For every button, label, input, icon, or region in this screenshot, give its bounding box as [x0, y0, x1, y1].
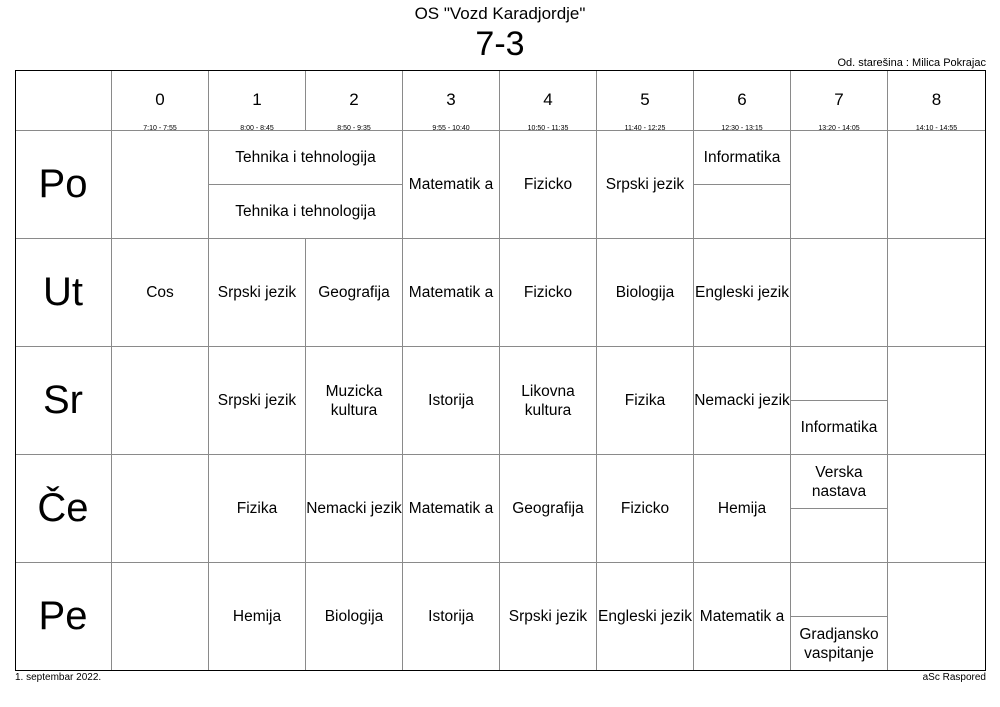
empty-cell [888, 239, 986, 347]
lesson-cell [791, 509, 888, 563]
lesson-cell: Fizicko [500, 239, 597, 347]
period-header [694, 70, 791, 131]
class-teacher: Od. starešina : Milica Pokrajac [837, 57, 986, 69]
period-number: 8 [931, 90, 942, 109]
lesson-cell: Srpski jezik [597, 131, 694, 239]
period-number: 6 [737, 90, 747, 109]
day-label: Če [15, 455, 112, 563]
period-number: 0 [155, 90, 165, 109]
period-time: 14:10 - 14:55 [915, 125, 958, 132]
lesson-cell: Matematik a [403, 455, 500, 563]
period-header [500, 70, 597, 131]
lesson-cell: Geografija [500, 455, 597, 563]
period-header [112, 70, 209, 131]
empty-cell [888, 347, 986, 455]
day-label: Po [15, 131, 112, 239]
lesson-cell [791, 563, 888, 617]
empty-cell [112, 563, 209, 671]
lesson-cell: Geografija [306, 239, 403, 347]
period-time: 8:00 - 8:45 [240, 125, 274, 132]
corner-cell [15, 70, 112, 131]
period-time: 8:50 - 9:35 [337, 125, 371, 132]
period-header [597, 70, 694, 131]
period-header [306, 70, 403, 131]
period-number: 5 [640, 90, 650, 109]
empty-cell [888, 563, 986, 671]
lesson-cell: Nemacki jezik [694, 347, 791, 455]
lesson-cell: Matematik a [694, 563, 791, 671]
lesson-cell: Srpski jezik [209, 239, 306, 347]
lesson-cell: Likovna kultura [500, 347, 597, 455]
period-header [209, 70, 306, 131]
lesson-cell: Cos [112, 239, 209, 347]
lesson-cell: Nemacki jezik [306, 455, 403, 563]
period-number: 7 [834, 90, 844, 109]
empty-cell [791, 131, 888, 239]
empty-cell [112, 131, 209, 239]
period-number: 3 [446, 90, 456, 109]
period-header [888, 70, 986, 131]
period-time: 9:55 - 10:40 [432, 125, 470, 132]
footer-brand: aSc Raspored [922, 672, 986, 683]
empty-cell [791, 239, 888, 347]
lesson-cell: Matematik a [403, 239, 500, 347]
period-time: 10:50 - 11:35 [527, 125, 569, 132]
period-time: 11:40 - 12:25 [624, 125, 666, 132]
lesson-cell: Informatika [791, 401, 888, 455]
period-number: 4 [543, 90, 553, 109]
day-label: Ut [15, 239, 112, 347]
lesson-cell: Srpski jezik [209, 347, 306, 455]
lesson-cell: Fizika [209, 455, 306, 563]
lesson-cell: Tehnika i tehnologija [209, 185, 403, 239]
lesson-cell: Matematik a [403, 131, 500, 239]
period-header [403, 70, 500, 131]
empty-cell [112, 347, 209, 455]
lesson-cell: Hemija [694, 455, 791, 563]
class-title: 7-3 [475, 25, 525, 63]
empty-cell [112, 455, 209, 563]
period-number: 2 [349, 90, 359, 109]
period-number: 1 [252, 90, 262, 109]
empty-cell [888, 131, 986, 239]
lesson-cell: Istorija [403, 563, 500, 671]
lesson-cell: Istorija [403, 347, 500, 455]
lesson-cell: Hemija [209, 563, 306, 671]
lesson-cell [791, 347, 888, 401]
lesson-cell: Fizicko [597, 455, 694, 563]
lesson-cell: Tehnika i tehnologija [209, 131, 403, 185]
lesson-cell: Informatika [694, 131, 791, 185]
empty-cell [888, 455, 986, 563]
lesson-cell: Gradjansko vaspitanje [791, 617, 888, 671]
lesson-cell: Verska nastava [791, 455, 888, 509]
period-time: 13:20 - 14:05 [818, 125, 860, 132]
lesson-cell: Muzicka kultura [306, 347, 403, 455]
lesson-cell: Biologija [597, 239, 694, 347]
period-time: 12:30 - 13:15 [721, 125, 763, 132]
day-label: Sr [15, 347, 112, 455]
timetable-grid [15, 70, 986, 671]
period-header [791, 70, 888, 131]
lesson-cell: Fizika [597, 347, 694, 455]
lesson-cell: Engleski jezik [597, 563, 694, 671]
school-name: OS "Vozd Karadjordje" [414, 4, 586, 23]
period-time: 7:10 - 7:55 [143, 125, 177, 132]
footer-date: 1. septembar 2022. [15, 672, 102, 683]
lesson-cell: Fizicko [500, 131, 597, 239]
lesson-cell: Srpski jezik [500, 563, 597, 671]
lesson-cell [694, 185, 791, 239]
day-label: Pe [15, 563, 112, 671]
lesson-cell: Biologija [306, 563, 403, 671]
lesson-cell: Engleski jezik [694, 239, 791, 347]
